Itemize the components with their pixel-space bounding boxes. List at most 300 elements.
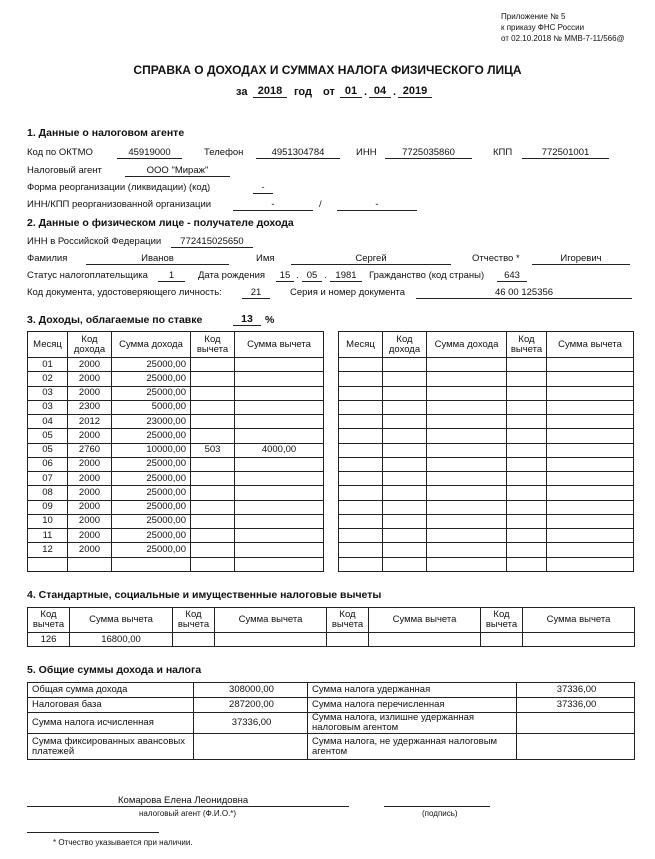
deduction-amount [235,472,324,486]
income-row [28,486,324,500]
empty-cell [383,529,427,543]
income-table-body [28,358,324,572]
empty-cell [383,514,427,528]
signer-name-line [27,806,349,807]
date-dot: . [364,86,368,98]
total-label: Сумма фиксированных авансовых платежей [28,734,194,760]
income-row [28,358,324,372]
income-month: 03 [28,386,68,400]
birth-month: 05 [302,270,322,282]
phone-label: Телефон [204,147,244,158]
header-line: вычета [32,619,65,630]
reorg-inn-label: ИНН/КПП реорганизованной организации [27,199,212,210]
empty-cell [547,529,634,543]
income-month: 05 [28,429,68,443]
empty-cell [427,429,507,443]
deduction-code [191,372,235,386]
empty-cell [507,386,547,400]
income-month: 10 [28,514,68,528]
deduction-amount [523,633,635,647]
empty-cell [339,358,383,372]
deduction-code [191,472,235,486]
empty-cell [427,443,507,457]
income-code: 2000 [68,472,112,486]
total-label: Сумма налога перечисленная [308,698,517,713]
deductions-value-row [28,633,635,647]
total-label: Сумма налога, не удержанная налоговым агентом [308,734,517,760]
appendix-line: от 02.10.2018 № ММВ-7-11/566@ [501,34,625,43]
deduction-amount-header: Сумма вычета [523,608,635,633]
signature-line [384,806,490,807]
empty-cell [507,486,547,500]
empty-cell [383,443,427,457]
date-dot: . [393,86,397,98]
income-code [68,557,112,571]
agent-inn-value: 7725035860 [385,147,472,159]
income-row [28,457,324,471]
deduction-amount-header: Сумма вычета [215,608,327,633]
empty-cell [339,415,383,429]
deduction-amount [215,633,327,647]
deduction-code [191,429,235,443]
deduction-code [327,633,369,647]
period-year-word: год [294,86,312,98]
income-month: 05 [28,443,68,457]
income-row-empty [339,429,634,443]
income-code: 2000 [68,486,112,500]
totals-row [28,734,635,760]
income-amount: 25000,00 [112,543,191,557]
income-row [28,372,324,386]
income-amount: 25000,00 [112,472,191,486]
empty-cell [507,372,547,386]
empty-cell [547,472,634,486]
empty-cell [383,415,427,429]
empty-cell [427,543,507,557]
income-row-empty [339,500,634,514]
empty-cell [507,415,547,429]
birth-day: 15 [276,270,294,282]
reorg-inn-value: - [233,199,313,211]
header-line: Код [518,333,535,345]
deduction-amount [235,372,324,386]
date-month: 04 [369,86,391,98]
footnote-divider [27,832,159,833]
header-line: Код [493,609,510,620]
income-amount: 25000,00 [112,529,191,543]
total-label: Сумма налога исчисленная [28,713,194,734]
total-value: 37336,00 [194,713,308,734]
deduction-code [191,457,235,471]
income-code: 2000 [68,543,112,557]
empty-cell [427,400,507,414]
deduction-code [191,358,235,372]
empty-cell [383,429,427,443]
deduction-code-header [507,332,547,358]
empty-cell [339,429,383,443]
empty-cell [547,500,634,514]
totals-row [28,698,635,713]
empty-cell [507,557,547,571]
empty-cell [547,557,634,571]
income-amount: 25000,00 [112,372,191,386]
income-row-empty [339,472,634,486]
income-month: 07 [28,472,68,486]
income-amount: 25000,00 [112,457,191,471]
agent-value: ООО "Мираж" [125,165,230,177]
income-row [28,472,324,486]
header-line: Код [40,609,57,620]
empty-cell [383,386,427,400]
empty-cell [383,557,427,571]
income-amount: 25000,00 [112,486,191,500]
deduction-code [191,529,235,543]
total-value [517,734,635,760]
deduction-amount [235,486,324,500]
empty-cell [547,386,634,400]
empty-cell [427,557,507,571]
patronymic-label: Отчество * [472,253,520,264]
header-line: Код [339,609,356,620]
income-table-left [27,331,324,572]
empty-cell [339,386,383,400]
status-value: 1 [158,270,185,282]
empty-cell [427,415,507,429]
income-amount: 25000,00 [112,358,191,372]
income-amount: 25000,00 [112,514,191,528]
income-row [28,529,324,543]
first-name-value: Сергей [291,253,451,265]
oktmo-label: Код по ОКТМО [27,147,93,158]
deduction-amount [235,529,324,543]
empty-cell [383,486,427,500]
birth-dot: . [324,270,327,281]
income-row [28,557,324,571]
empty-cell [427,457,507,471]
income-code: 2000 [68,500,112,514]
deduction-code [191,514,235,528]
empty-cell [547,372,634,386]
deduction-code [173,633,215,647]
deductions-header-row [28,608,635,633]
section-2-title: 2. Данные о физическом лице - получателе дохода [27,217,294,229]
totals-body [28,683,635,760]
empty-cell [507,457,547,471]
empty-cell [339,500,383,514]
income-amount [112,557,191,571]
empty-cell [427,486,507,500]
surname-value: Иванов [86,253,229,265]
deduction-code-header [481,608,523,633]
income-row-empty [339,543,634,557]
empty-cell [427,358,507,372]
empty-cell [507,358,547,372]
income-row [28,429,324,443]
income-code: 2000 [68,358,112,372]
status-label: Статус налогоплательщика [27,270,148,281]
deduction-amount [235,415,324,429]
date-year: 2019 [398,86,432,98]
empty-cell [339,372,383,386]
deduction-code-header [191,332,235,358]
empty-cell [547,543,634,557]
income-code: 2000 [68,457,112,471]
section-5-title: 5. Общие суммы дохода и налога [27,664,202,676]
income-row-empty [339,358,634,372]
income-amount: 5000,00 [112,400,191,414]
footnote: * Отчество указывается при наличии. [53,838,193,847]
appendix-line: Приложение № 5 [501,12,566,21]
birth-dot: . [296,270,299,281]
deduction-code-header [173,608,215,633]
empty-cell [547,358,634,372]
income-code: 2000 [68,429,112,443]
deduction-amount-header: Сумма вычета [70,608,173,633]
deduction-amount [235,500,324,514]
deduction-amount-header: Сумма вычета [369,608,481,633]
income-row-empty [339,415,634,429]
header-line: Код [204,333,221,345]
income-table-body [339,358,634,572]
income-row-empty [339,529,634,543]
empty-cell [383,372,427,386]
header-line: дохода [388,343,421,355]
income-amount: 10000,00 [112,443,191,457]
deduction-amount [235,386,324,400]
totals-table [27,682,635,760]
empty-cell [339,557,383,571]
empty-cell [339,543,383,557]
deduction-code: 126 [28,633,70,647]
person-inn-label: ИНН в Российской Федерации [27,236,162,247]
deduction-amount: 16800,00 [70,633,173,647]
total-value [194,734,308,760]
agent-inn-label: ИНН [356,147,377,158]
empty-cell [383,400,427,414]
deduction-amount-header: Сумма вычета [235,332,324,358]
header-line: Код [81,333,98,345]
month-header: Месяц [339,332,383,358]
citizenship-value: 643 [497,270,527,282]
empty-cell [383,358,427,372]
income-row-empty [339,386,634,400]
deduction-code: 503 [191,443,235,457]
income-amount: 25000,00 [112,429,191,443]
income-row-empty [339,486,634,500]
section-4-title: 4. Стандартные, социальные и имущественные налоговые вычеты [27,589,382,601]
deduction-amount [235,514,324,528]
oktmo-value: 45919000 [117,147,182,159]
income-code: 2000 [68,372,112,386]
income-amount: 23000,00 [112,415,191,429]
header-line: вычета [196,343,229,355]
deduction-code [191,386,235,400]
totals-row [28,713,635,734]
income-row-empty [339,443,634,457]
income-table-header [28,332,324,358]
empty-cell [339,486,383,500]
income-month: 11 [28,529,68,543]
doc-code-value: 21 [242,287,270,299]
deduction-code [481,633,523,647]
income-amount-header: Сумма дохода [112,332,191,358]
birth-label: Дата рождения [198,270,266,281]
total-label: Сумма налога, излишне удержанная налоговым агентом [308,713,517,734]
income-month [28,557,68,571]
header-line: Код [396,333,413,345]
phone-value: 4951304784 [256,147,340,159]
income-month: 01 [28,358,68,372]
income-row [28,543,324,557]
income-row [28,443,324,457]
reorg-slash: / [319,199,322,210]
income-month: 12 [28,543,68,557]
section-1-title: 1. Данные о налоговом агенте [27,127,185,139]
empty-cell [427,500,507,514]
empty-cell [507,500,547,514]
deduction-amount-header: Сумма вычета [547,332,634,358]
income-row-empty [339,400,634,414]
empty-cell [427,514,507,528]
empty-cell [507,514,547,528]
deduction-amount [235,457,324,471]
deduction-amount [235,358,324,372]
deduction-amount [369,633,481,647]
income-month: 08 [28,486,68,500]
empty-cell [339,514,383,528]
section-3-title: 3. Доходы, облагаемые по ставке [27,314,203,326]
income-amount: 25000,00 [112,500,191,514]
empty-cell [547,400,634,414]
signer-caption: налоговый агент (Ф.И.О.*) [139,809,237,818]
deduction-code [191,500,235,514]
deduction-code [191,486,235,500]
doc-series-value: 46 00 125356 [416,287,632,299]
income-row-empty [339,557,634,571]
totals-row [28,683,635,698]
total-value: 287200,00 [194,698,308,713]
income-code: 2000 [68,514,112,528]
deduction-code [191,557,235,571]
appendix-note [501,11,625,44]
income-month: 02 [28,372,68,386]
signature-caption: (подпись) [422,809,458,818]
empty-cell [427,372,507,386]
empty-cell [547,457,634,471]
income-row-empty [339,457,634,471]
empty-cell [427,472,507,486]
empty-cell [507,400,547,414]
total-value: 308000,00 [194,683,308,698]
deductions-table [27,607,635,647]
page-title: СПРАВКА О ДОХОДАХ И СУММАХ НАЛОГА ФИЗИЧЕСКОГО ЛИЦА [133,63,522,77]
empty-cell [383,472,427,486]
empty-cell [547,514,634,528]
empty-cell [383,500,427,514]
income-row [28,514,324,528]
kpp-value: 772501001 [522,147,609,159]
deduction-amount [235,543,324,557]
period-prefix: за [236,86,248,98]
empty-cell [507,443,547,457]
empty-cell [427,386,507,400]
first-name-label: Имя [256,253,275,264]
period-year: 2018 [253,86,287,98]
empty-cell [339,457,383,471]
surname-label: Фамилия [27,253,68,264]
empty-cell [547,429,634,443]
patronymic-value: Игоревич [532,253,630,265]
header-line: дохода [73,343,106,355]
deduction-code-header [327,608,369,633]
deduction-amount: 4000,00 [235,443,324,457]
header-line: вычета [177,619,210,630]
income-code: 2000 [68,386,112,400]
month-header: Месяц [28,332,68,358]
income-month: 06 [28,457,68,471]
header-line: вычета [485,619,518,630]
income-row [28,386,324,400]
agent-label: Налоговый агент [27,165,102,176]
kpp-label: КПП [493,147,513,158]
header-line: Код [185,609,202,620]
reorg-label: Форма реорганизации (ликвидации) (код) [27,182,211,193]
deduction-code [191,543,235,557]
empty-cell [339,472,383,486]
income-row [28,500,324,514]
total-label: Сумма налога удержанная [308,683,517,698]
income-code-header [383,332,427,358]
empty-cell [383,543,427,557]
person-inn-value: 772415025650 [171,236,253,248]
header-line: вычета [331,619,364,630]
income-code: 2760 [68,443,112,457]
percent-sign: % [265,314,275,326]
appendix-line: к приказу ФНС России [501,23,585,32]
empty-cell [547,486,634,500]
citizenship-label: Гражданство (код страны) [369,270,485,281]
reorg-kpp-value: - [337,199,417,211]
income-row-empty [339,372,634,386]
deduction-amount [235,557,324,571]
period-from-word: от [323,86,335,98]
deduction-code-header [28,608,70,633]
doc-series-label: Серия и номер документа [290,287,406,298]
birth-year: 1981 [330,270,362,282]
empty-cell [507,543,547,557]
empty-cell [507,472,547,486]
date-day: 01 [340,86,362,98]
empty-cell [339,400,383,414]
income-amount-header: Сумма дохода [427,332,507,358]
income-row [28,415,324,429]
total-label: Общая сумма дохода [28,683,194,698]
deduction-amount [235,400,324,414]
income-code: 2300 [68,400,112,414]
reorg-value: - [253,182,273,194]
tax-rate: 13 [233,314,261,326]
income-code-header [68,332,112,358]
empty-cell [547,415,634,429]
empty-cell [383,457,427,471]
total-value: 37336,00 [517,698,635,713]
income-month: 03 [28,400,68,414]
total-value [517,713,635,734]
income-table-header [339,332,634,358]
total-label: Налоговая база [28,698,194,713]
doc-code-label: Код документа, удостоверяющего личность: [27,287,222,298]
signer-name: Комарова Елена Леонидовна [118,795,249,806]
